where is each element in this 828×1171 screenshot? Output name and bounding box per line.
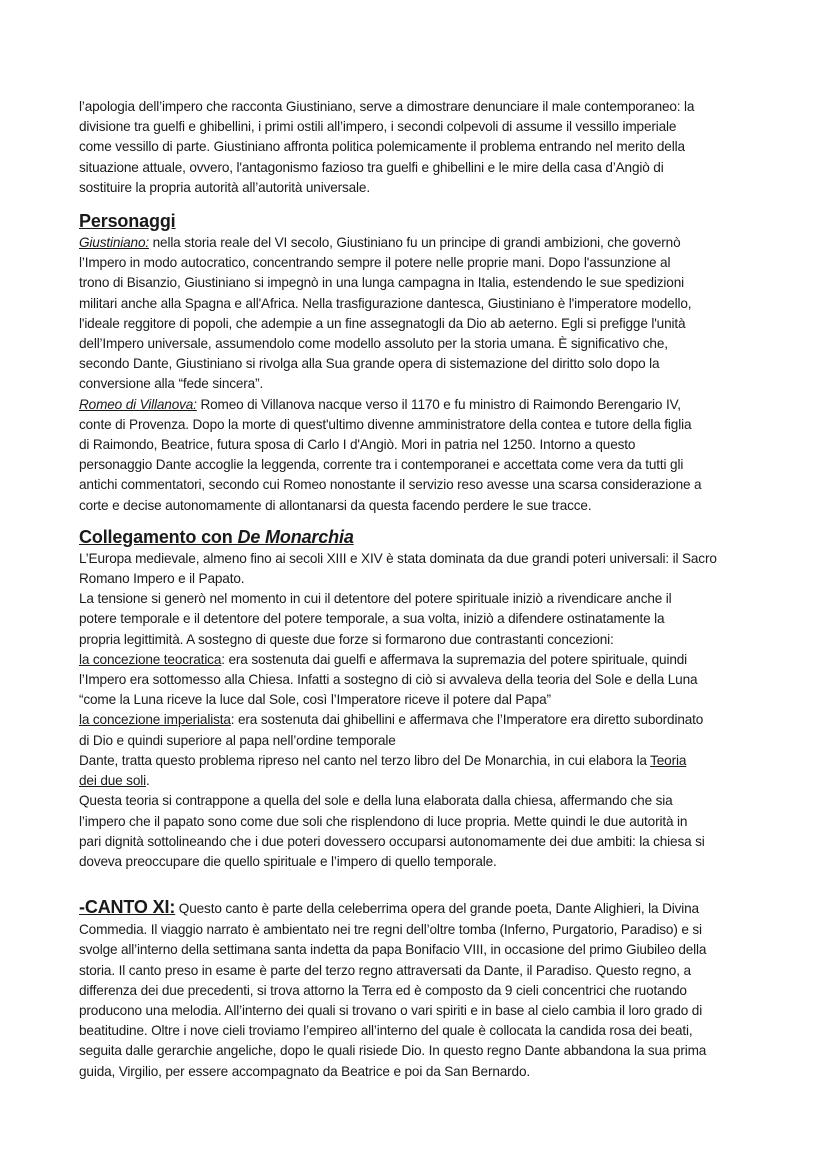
imperialista-first-line — [79, 710, 759, 730]
text-fragment: Dante, tratta questo problema ripreso nel canto nel terzo libro del De Monarchia, in cui elabora la — [79, 752, 651, 768]
text-line: secondo Dante, Giustiniano si rivolga alla Sua grande opera di sistemazione del diritto solo dopo la — [79, 356, 660, 372]
text-line: sostituire la propria autorità all’autorità universale. — [79, 179, 370, 195]
canto-section — [79, 896, 759, 1082]
spacer — [79, 872, 759, 892]
text-line: l’impero che il papato sono come due soli che risplendono di luce propria. Mette quindi le due autorità in — [79, 813, 688, 829]
text-line: beatitudine. Oltre i nove cieli troviamo l’empireo all’interno del quale è collocata la candida rosa dei beati, — [79, 1023, 693, 1039]
teocratica-label: la concezione teocratica — [79, 651, 222, 667]
document-page — [79, 97, 759, 1082]
romeo-first-line — [79, 395, 759, 415]
dante-line — [79, 751, 759, 771]
text-line: Commedia. Il viaggio narrato è ambientato nei tre regni dell’oltre tomba (Inferno, Purgatorio, Paradiso) e si — [79, 922, 702, 938]
text-line: corte e decise autonomamente di allontanarsi da questa facendo perdere le sue tracce. — [79, 497, 592, 513]
section-heading-collegamento — [79, 525, 759, 549]
text-line: l’apologia dell’impero che racconta Giustiniano, serve a dimostrare denunciare il male contemporaneo: la — [79, 99, 695, 114]
personaggi-section — [79, 233, 759, 516]
text-line: producono una melodia. All’interno dei quali si trovano o vari spiriti e in base al cielo cambia il loro grado di — [79, 1002, 703, 1018]
text-line: antichi commentatori, secondo cui Romeo nonostante il servizio reso avesse una scarsa considerazione a — [79, 477, 702, 493]
text-line: pari dignità sottolineando che i due poteri dovessero occuparsi autonomamente dei due ambiti: la chiesa si — [79, 833, 705, 849]
imperialista-label: la concezione imperialista — [79, 712, 231, 728]
giustiniano-first-line — [79, 233, 759, 253]
text-line: Questa teoria si contrappone a quella del sole e della luna elaborata dalla chiesa, affermando che sia — [79, 793, 673, 809]
text-line: di Dio e quindi superiore al papa nell’ordine temporale — [79, 732, 396, 748]
text-line: l'ideale reggitore di popoli, che adempie a un fine assegnatogli da Dio ab aeterno. Egli si prefigge l'unità — [79, 315, 686, 331]
text-line: propria legittimità. A sostegno di queste due forze si formarono due contrastanti concezioni: — [79, 631, 614, 647]
text-line: conversione alla “fede sincera”. — [79, 376, 264, 392]
heading-italic-text: De Monarchia — [237, 526, 354, 547]
canto-label: -CANTO XI: — [79, 897, 176, 918]
text-line: divisione tra guelfi e ghibellini, i primi ostili all’impero, i secondi colpevoli di assume il vessillo imperiale — [79, 119, 677, 135]
text-line: L’Europa medievale, almeno fino ai secoli XIII e XIV è stata dominata da due grandi poteri universali: il Sacro — [79, 550, 717, 566]
text-fragment: Questo canto è parte della celeberrima opera del grande poeta, Dante Alighieri, la Divina — [175, 901, 699, 917]
text-line: potere temporale e il detentore del potere temporale, a sua volta, iniziò a difendere ostinatamente la — [79, 611, 665, 627]
intro-paragraph — [79, 97, 759, 198]
romeo-label: Romeo di Villanova: — [79, 396, 197, 412]
text-fragment: . — [145, 773, 150, 789]
text-line: svolge all’interno della settimana santa indetta da papa Bonifacio VIII, in occasione del primo Giubileo della — [79, 942, 707, 958]
text-line: “come la Luna riceve la luce dal Sole, così l’Imperatore riceve il potere dal Papa” — [79, 692, 551, 708]
text-line: come vessillo di parte. Giustiniano affronta politica polemicamente il problema entrando nel merito della — [79, 139, 685, 155]
text-line: Romano Impero e il Papato. — [79, 571, 245, 587]
text-line: storia. Il canto preso in esame è parte del terzo regno attraversati da Dante, il Paradiso. Questo regno, a — [79, 962, 691, 978]
teocratica-first-line — [79, 650, 759, 670]
text-line: di Raimondo, Beatrice, futura sposa di Carlo I d'Angiò. Mori in patria nel 1250. Intorno a questo — [79, 437, 636, 453]
text-line: differenza dei due precedenti, si trova attorno la Terra ed è composto da 9 cieli concentrici che ruotando — [79, 982, 687, 998]
text-line: conte di Provenza. Dopo la morte di quest'ultimo divenne amministratore della contea e tutore della figlia — [79, 416, 692, 432]
text-line: trono di Bisanzio, Giustiniano si impegnò in una lunga campagna in Italia, estendendo le sue spedizioni — [79, 275, 684, 291]
text-line: La tensione si generò nel momento in cui il detentore del potere spirituale iniziò a rivendicare anche il — [79, 591, 672, 607]
text-line: l’Impero in modo autocratico, concentrando sempre il potere nelle proprie mani. Dopo l'assunzione al — [79, 255, 671, 271]
text-fragment: : era sostenuta dai ghibellini e affermava che l’Imperatore era diretto subordinato — [230, 712, 704, 728]
collegamento-section — [79, 549, 759, 872]
teoria-link-part1: Teoria — [650, 752, 687, 768]
text-line: doveva preoccupare die quello spirituale e l’impero di quello temporale. — [79, 853, 497, 869]
text-line: militari anche alla Spagna e all'Africa. Nella trasfigurazione dantesca, Giustiniano è l'imperatore modello, — [79, 295, 692, 311]
text-line: l’Impero era sottomesso alla Chiesa. Infatti a sostegno di ciò si avvaleva della teoria del Sole e della Luna — [79, 672, 698, 688]
text-line: personaggio Dante accoglie la leggenda, corrente tra i contemporanei e accettata come vera da tutti gli — [79, 457, 684, 473]
text-line: situazione attuale, ovvero, l'antagonismo fazioso tra guelfi e ghibellini e le mire della casa d’Angiò di — [79, 159, 664, 175]
text-line: dell’Impero universale, assumendolo come modello assoluto per la storia umana. È significativo che, — [79, 336, 668, 352]
canto-first-line — [79, 896, 759, 920]
section-heading-personaggi: Personaggi — [79, 211, 176, 232]
heading-text: Collegamento con — [79, 526, 238, 547]
text-fragment: Romeo di Villanova nacque verso il 1170 e fu ministro di Raimondo Berengario IV, — [196, 396, 681, 412]
teoria-line — [79, 771, 759, 791]
teoria-link-part2: dei due soli — [79, 773, 146, 789]
text-fragment: : era sostenuta dai guelfi e affermava la supremazia del potere spirituale, quindi — [221, 651, 688, 667]
giustiniano-label: Giustiniano: — [79, 235, 149, 251]
text-line: guida, Virgilio, per essere accompagnato da Beatrice e poi da San Bernardo. — [79, 1063, 530, 1079]
text-line: seguita dalle gerarchie angeliche, dopo le quali risiede Dio. In questo regno Dante abbandona la sua prima — [79, 1043, 707, 1059]
text-fragment: nella storia reale del VI secolo, Giustiniano fu un principe di grandi ambizioni, che governò — [149, 235, 681, 251]
